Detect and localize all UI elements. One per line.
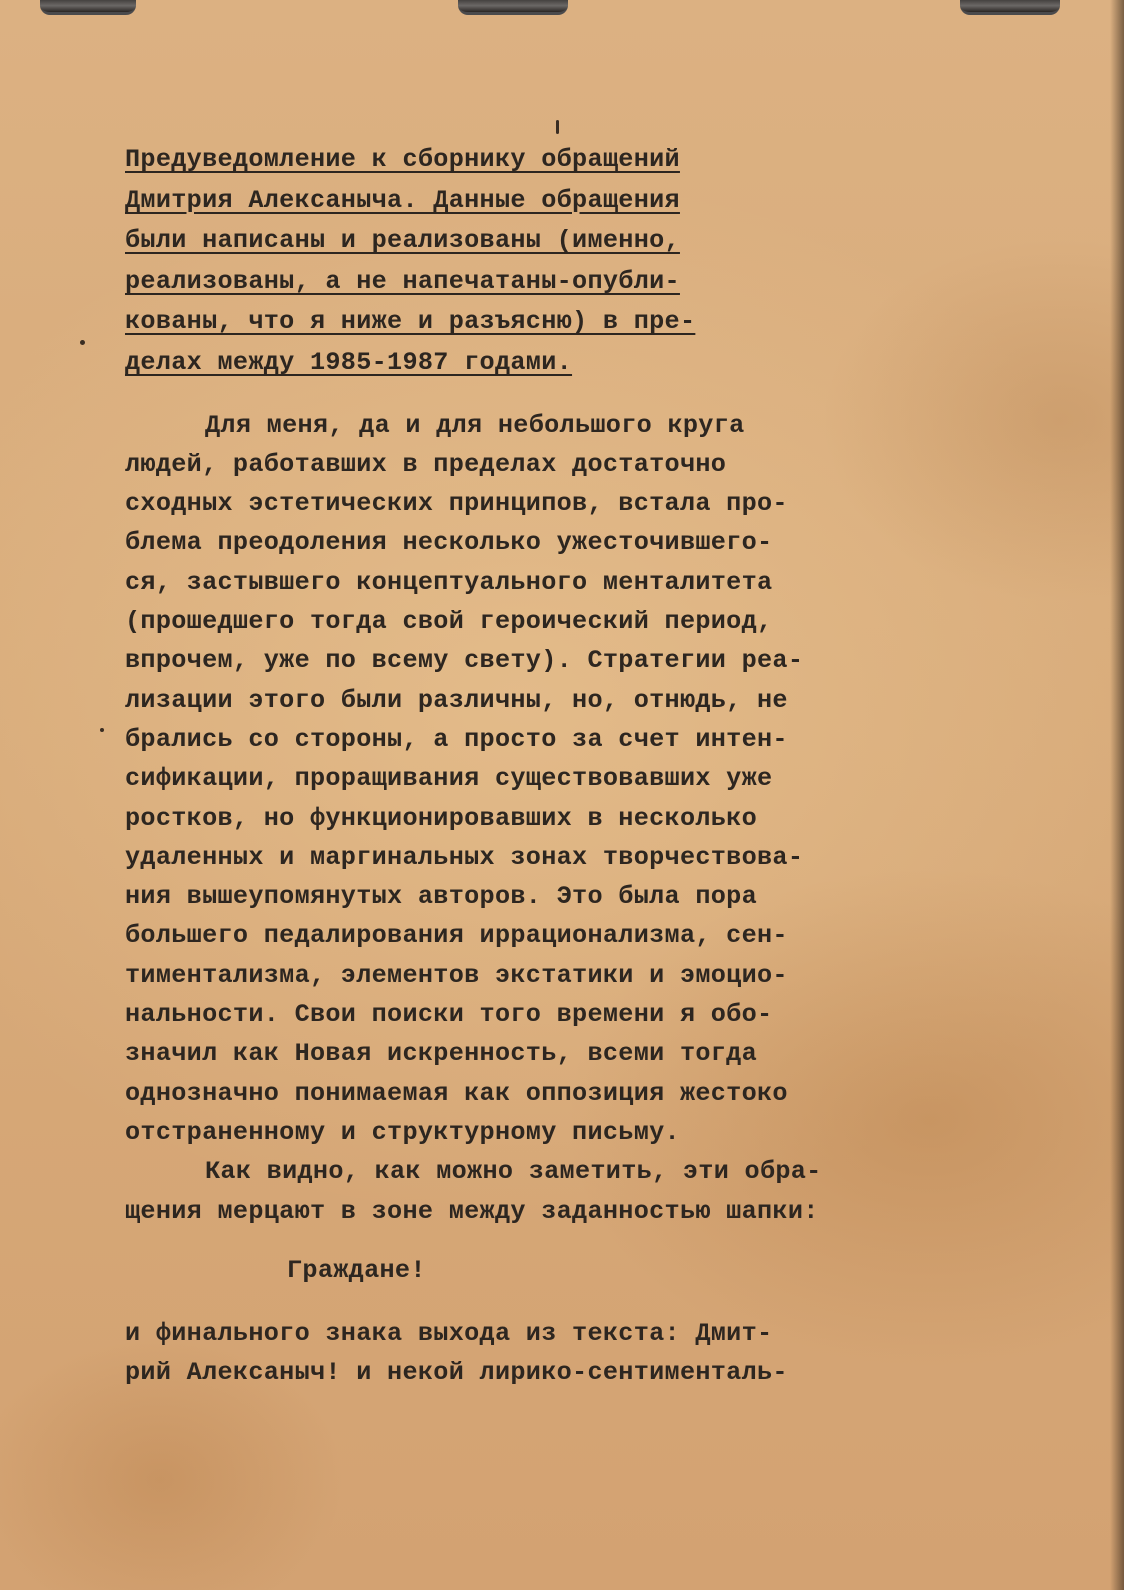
text-line: блема преодоления несколько ужесточившего- (125, 528, 773, 558)
text-line: рий Алексаныч! и некой лирико-сентименталь- (125, 1358, 788, 1388)
text-line: сходных эстетических принципов, встала про- (125, 489, 788, 519)
paragraph-closing (125, 1314, 955, 1393)
heading-line: Предуведомление к сборнику обращений (125, 145, 680, 174)
text-line: ния вышеупомянутых авторов. Это была пора (125, 882, 758, 912)
paper-speck (80, 340, 85, 345)
text-line: нальности. Свои поиски того времени я обо- (125, 1000, 773, 1030)
text-line: тиментализма, элементов экстатики и эмоцио- (125, 960, 788, 990)
heading-line: были написаны и реализованы (именно, (125, 226, 680, 256)
text-line: сификации, проращивания существовавших уже (125, 764, 773, 794)
spacer (125, 1231, 955, 1251)
text-line: однозначно понимаемая как оппозиция жестоко (125, 1078, 788, 1108)
binding-ring-right (960, 0, 1060, 15)
text-line: щения мерцают в зоне между заданностью шапки: (125, 1196, 819, 1226)
greeting-line: Граждане! (287, 1255, 426, 1285)
text-line: удаленных и маргинальных зонах творчествова- (125, 842, 804, 872)
text-line: людей, работавших в пределах достаточно (125, 449, 727, 479)
text-line: Как видно, как можно заметить, эти обра- (205, 1157, 822, 1187)
text-line: впрочем, уже по всему свету). Стратегии реа- (125, 646, 804, 676)
heading-line: реализованы, а не напечатаны-опубли- (125, 266, 680, 296)
text-line: ся, застывшего концептуального менталитета (125, 567, 773, 597)
text-line: ростков, но функционировавших в несколько (125, 803, 758, 833)
heading-line: делах между 1985-1987 годами. (125, 347, 573, 377)
paper-speck (100, 728, 104, 732)
text-line: (прошедшего тогда свой героический период, (125, 607, 773, 637)
document-text (125, 140, 955, 1393)
text-line: лизации этого были различны, но, отнюдь, не (125, 685, 788, 715)
binding-ring-left (40, 0, 136, 15)
binding-ring-center (458, 0, 568, 15)
document-heading (125, 140, 947, 384)
page-edge-shadow (1110, 0, 1124, 1590)
heading-line: Дмитрия Алексаныча. Данные обращения (125, 185, 680, 215)
text-line: и финального знака выхода из текста: Дмит- (125, 1319, 773, 1349)
text-line: брались со стороны, а просто за счет интен- (125, 724, 788, 754)
text-line: Для меня, да и для небольшого круга (205, 410, 745, 440)
paragraph-observation (125, 1152, 955, 1231)
paper-speck (556, 120, 559, 134)
spacer (125, 1290, 955, 1314)
text-line: большего педалирования иррационализма, сен- (125, 921, 788, 951)
paragraph-intro (125, 406, 955, 1153)
heading-line: кованы, что я ниже и разъясню) в пре- (125, 307, 696, 337)
text-line: значил как Новая искренность, всеми тогда (125, 1039, 758, 1069)
text-line: отстраненному и структурному письму. (125, 1117, 680, 1147)
